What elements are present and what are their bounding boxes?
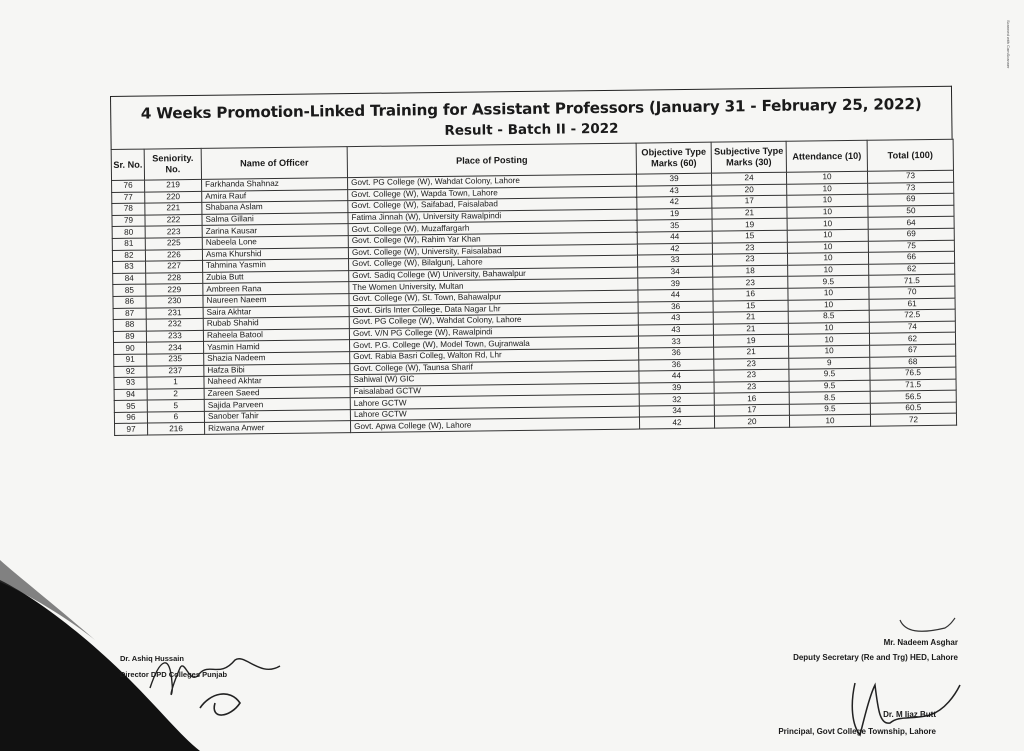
signature-director [110,648,300,728]
total-cell: 62 [869,333,955,346]
sr-no-cell: 91 [114,354,147,366]
total-cell: 71.5 [869,275,955,288]
sr-no-cell: 85 [113,284,146,296]
officer-name-cell: Saira Akhtar [203,305,349,318]
sr-no-cell: 84 [113,273,146,285]
header-place-of-posting: Place of Posting [347,143,636,178]
officer-name-cell: Naheed Akhtar [204,375,350,388]
seniority-no-cell: 216 [148,423,205,435]
sr-no-cell: 86 [113,296,146,308]
sr-no-cell: 92 [114,366,147,378]
objective-marks-cell: 39 [638,277,713,290]
officer-name-cell: Naureen Naeem [203,294,349,307]
attendance-cell: 8.5 [788,310,869,323]
sr-no-cell: 90 [114,342,147,354]
seniority-no-cell: 2 [147,388,204,400]
seniority-no-cell: 235 [147,353,204,365]
objective-marks-cell: 34 [639,405,714,418]
officer-name-cell: Yasmin Hamid [204,340,350,353]
subjective-marks-cell: 18 [713,265,788,278]
total-cell: 56.5 [870,390,956,403]
total-cell: 72.5 [869,309,955,322]
total-cell: 70 [869,286,955,299]
total-cell: 75 [868,240,954,253]
subjective-marks-cell: 15 [712,230,787,243]
objective-marks-cell: 33 [638,335,713,348]
place-of-posting-cell: Faisalabad GCTW [350,383,639,398]
officer-name-cell: Tahmina Yasmin [203,259,349,272]
officer-name-cell: Nabeela Lone [202,236,348,249]
attendance-cell: 10 [788,287,869,300]
attendance-cell: 10 [787,252,868,265]
officer-name-cell: Farkhanda Shahnaz [202,178,348,191]
place-of-posting-cell: Govt. P.G. College (W), Model Town, Gujranwala [349,336,638,351]
subjective-marks-cell: 23 [713,277,788,290]
objective-marks-cell: 44 [639,370,714,383]
objective-marks-cell: 36 [639,359,714,372]
handwritten-signature-right-top [780,600,970,640]
total-cell: 69 [868,193,954,206]
place-of-posting-cell: Sahiwal (W) GIC [350,371,639,386]
place-of-posting-cell: Govt. College (W), Bilalgunj, Lahore [349,255,638,270]
subjective-marks-cell: 20 [714,416,789,429]
total-cell: 74 [869,321,955,334]
sr-no-cell: 88 [113,319,146,331]
place-of-posting-cell: Govt. Sadiq College (W) University, Bahawalpur [349,267,638,282]
officer-name-cell: Ambreen Rana [203,282,349,295]
subjective-marks-cell: 20 [712,184,787,197]
objective-marks-cell: 43 [638,324,713,337]
total-cell: 69 [868,228,954,241]
seniority-no-cell: 223 [145,226,202,238]
sr-no-cell: 82 [112,250,145,262]
total-cell: 73 [868,182,954,195]
objective-marks-cell: 33 [637,254,712,267]
officer-name-cell: Sanober Tahir [204,409,350,422]
place-of-posting-cell: Lahore GCTW [350,406,639,421]
attendance-cell: 8.5 [789,392,870,405]
deputy-secretary-designation: Deputy Secretary (Re and Trg) HED, Lahore [793,653,958,662]
director-name: Dr. Ashiq Hussain [120,654,184,663]
place-of-posting-cell: Govt. College (W), University, Faisalabad [348,244,637,259]
place-of-posting-cell: Govt. College (W), Taunsa Sharif [350,360,639,375]
sr-no-cell: 87 [113,308,146,320]
subjective-marks-cell: 21 [713,311,788,324]
attendance-cell: 9.5 [789,380,870,393]
place-of-posting-cell: Govt. PG College (W), Wahdat Colony, Lahore [348,174,637,189]
objective-marks-cell: 39 [639,382,714,395]
subjective-marks-cell: 23 [714,358,789,371]
officer-name-cell: Shabana Aslam [202,201,348,214]
attendance-cell: 10 [787,194,868,207]
objective-marks-cell: 42 [637,243,712,256]
objective-marks-cell: 42 [639,417,714,430]
header-total: Total (100) [867,139,953,171]
seniority-no-cell: 229 [146,284,203,296]
objective-marks-cell: 39 [636,173,711,186]
attendance-cell: 10 [789,415,870,428]
place-of-posting-cell: Govt. Rabia Basri Colleg, Walton Rd, Lhr [350,348,639,363]
sr-no-cell: 76 [112,180,145,192]
seniority-no-cell: 222 [145,214,202,226]
officer-name-cell: Raheela Batool [203,328,349,341]
header-name-of-officer: Name of Officer [201,147,347,180]
deputy-secretary-name: Mr. Nadeem Asghar [883,638,958,647]
corner-note: Scanned with CamScanner [1006,20,1011,69]
title-box [110,86,953,149]
director-designation: Director DPD Colleges Punjab [120,670,228,679]
objective-marks-cell: 42 [637,196,712,209]
sr-no-cell: 81 [112,238,145,250]
officer-name-cell: Shazia Nadeem [204,351,350,364]
total-cell: 62 [869,263,955,276]
place-of-posting-cell: Govt. Girls Inter College, Data Nagar Lhr [349,302,638,317]
objective-marks-cell: 43 [638,312,713,325]
objective-marks-cell: 44 [637,231,712,244]
officer-name-cell: Salma Gillani [202,212,348,225]
attendance-cell: 10 [789,345,870,358]
subjective-marks-cell: 19 [712,219,787,232]
seniority-no-cell: 221 [145,203,202,215]
objective-marks-cell: 44 [638,289,713,302]
place-of-posting-cell: Govt. College (W), Saifabad, Faisalabad [348,197,637,212]
result-sheet [110,86,956,436]
results-table [111,139,957,436]
subjective-marks-cell: 23 [714,381,789,394]
objective-marks-cell: 35 [637,220,712,233]
total-cell: 66 [868,251,954,264]
seniority-no-cell: 227 [146,261,203,273]
total-cell: 64 [868,217,954,230]
officer-name-cell: Amira Rauf [202,189,348,202]
table-body [112,170,957,435]
total-cell: 76.5 [870,367,956,380]
seniority-no-cell: 230 [146,295,203,307]
attendance-cell: 9.5 [788,276,869,289]
sr-no-cell: 94 [114,389,147,401]
seniority-no-cell: 5 [147,400,204,412]
seniority-no-cell: 6 [147,411,204,423]
subjective-marks-cell: 17 [714,404,789,417]
subjective-marks-cell: 23 [712,253,787,266]
attendance-cell: 10 [788,264,869,277]
place-of-posting-cell: Lahore GCTW [350,394,639,409]
header-objective-marks: Objective Type Marks (60) [636,142,711,174]
subjective-marks-cell: 16 [714,393,789,406]
sr-no-cell: 79 [112,215,145,227]
objective-marks-cell: 32 [639,393,714,406]
objective-marks-cell: 34 [638,266,713,279]
subjective-marks-cell: 19 [713,335,788,348]
objective-marks-cell: 36 [639,347,714,360]
objective-marks-cell: 43 [637,185,712,198]
objective-marks-cell: 36 [638,301,713,314]
officer-name-cell: Sajida Parveen [204,398,350,411]
seniority-no-cell: 234 [147,342,204,354]
seniority-no-cell: 237 [147,365,204,377]
seniority-no-cell: 232 [146,319,203,331]
attendance-cell: 10 [787,218,868,231]
officer-name-cell: Rizwana Anwer [205,421,351,434]
place-of-posting-cell: Govt. PG College (W), Wahdat Colony, Lahore [349,313,638,328]
subjective-marks-cell: 21 [714,346,789,359]
sr-no-cell: 93 [114,377,147,389]
header-subjective-marks: Subjective Type Marks (30) [711,141,786,173]
sr-no-cell: 89 [113,331,146,343]
attendance-cell: 10 [787,183,868,196]
header-sr-no: Sr. No. [111,149,144,180]
subjective-marks-cell: 17 [712,195,787,208]
attendance-cell: 9 [789,357,870,370]
subjective-marks-cell: 21 [713,323,788,336]
total-cell: 60.5 [870,402,956,415]
seniority-no-cell: 226 [145,249,202,261]
place-of-posting-cell: Govt. College (W), Wapda Town, Lahore [348,186,637,201]
total-cell: 67 [870,344,956,357]
signature-deputy-secretary [780,600,970,670]
objective-marks-cell: 19 [637,208,712,221]
attendance-cell: 10 [788,299,869,312]
header-attendance: Attendance (10) [786,140,867,172]
subjective-marks-cell: 24 [711,172,786,185]
officer-name-cell: Zubia Butt [203,270,349,283]
sr-no-cell: 96 [114,412,147,424]
attendance-cell: 10 [788,322,869,335]
total-cell: 73 [867,170,953,183]
document-subtitle: Result - Batch II - 2022 [444,120,619,139]
principal-designation: Principal, Govt College Township, Lahore [778,727,936,736]
officer-name-cell: Zarina Kausar [202,224,348,237]
place-of-posting-cell: Govt. V/N PG College (W), Rawalpindi [349,325,638,340]
attendance-cell: 10 [788,334,869,347]
attendance-cell: 9.5 [789,368,870,381]
seniority-no-cell: 225 [145,237,202,249]
place-of-posting-cell: Govt. College (W), Rahim Yar Khan [348,232,637,247]
seniority-no-cell: 219 [145,179,202,191]
total-cell: 68 [870,356,956,369]
attendance-cell: 10 [787,229,868,242]
subjective-marks-cell: 23 [712,242,787,255]
total-cell: 61 [869,298,955,311]
attendance-cell: 10 [787,206,868,219]
total-cell: 50 [868,205,954,218]
sr-no-cell: 97 [115,424,148,436]
place-of-posting-cell: Govt. College (W), Muzaffargarh [348,220,637,235]
officer-name-cell: Rubab Shahid [203,317,349,330]
total-cell: 71.5 [870,379,956,392]
total-cell: 72 [870,414,956,427]
seniority-no-cell: 1 [147,376,204,388]
principal-name: Dr. M Ijaz Butt [883,710,936,719]
sr-no-cell: 95 [114,400,147,412]
attendance-cell: 10 [786,171,867,184]
seniority-no-cell: 231 [146,307,203,319]
place-of-posting-cell: Fatima Jinnah (W), University Rawalpindi [348,209,637,224]
signature-principal [780,675,980,745]
subjective-marks-cell: 16 [713,288,788,301]
officer-name-cell: Zareen Saeed [204,386,350,399]
officer-name-cell: Hafza Bibi [204,363,350,376]
seniority-no-cell: 220 [145,191,202,203]
place-of-posting-cell: The Women University, Multan [349,278,638,293]
seniority-no-cell: 233 [146,330,203,342]
officer-name-cell: Asma Khurshid [202,247,348,260]
subjective-marks-cell: 23 [714,369,789,382]
subjective-marks-cell: 15 [713,300,788,313]
attendance-cell: 10 [787,241,868,254]
place-of-posting-cell: Govt. Apwa College (W), Lahore [350,418,639,433]
header-seniority-no: Seniority. No. [144,148,201,180]
place-of-posting-cell: Govt. College (W), St. Town, Bahawalpur [349,290,638,305]
sr-no-cell: 83 [113,261,146,273]
seniority-no-cell: 228 [146,272,203,284]
sr-no-cell: 77 [112,192,145,204]
attendance-cell: 9.5 [789,403,870,416]
sr-no-cell: 80 [112,226,145,238]
document-title: 4 Weeks Promotion-Linked Training for Assistant Professors (January 31 - February 25, 2022) [140,95,922,123]
sr-no-cell: 78 [112,203,145,215]
subjective-marks-cell: 21 [712,207,787,220]
